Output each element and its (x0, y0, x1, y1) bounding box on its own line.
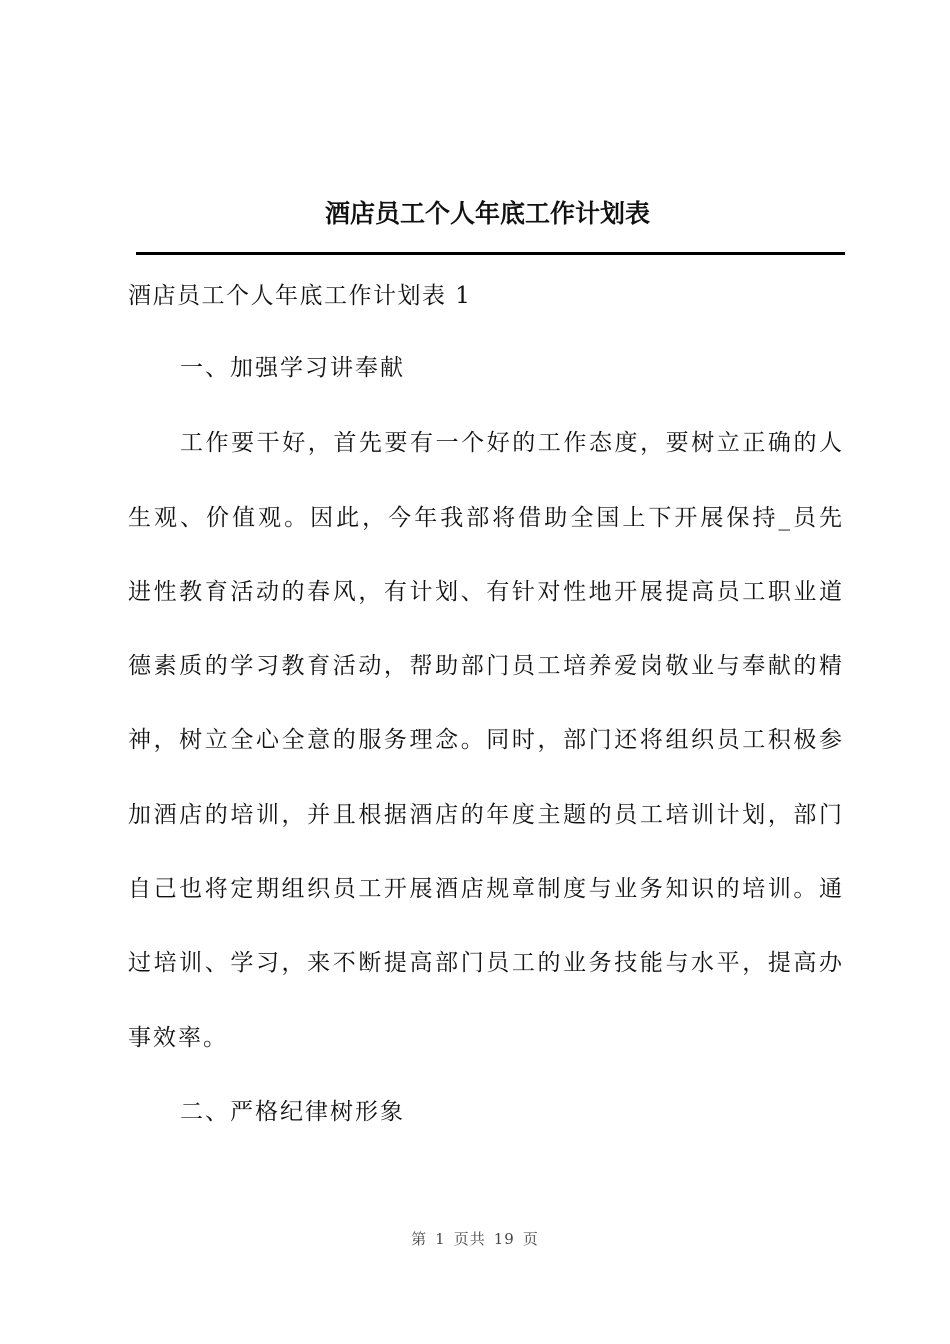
paragraph-line: 神，树立全心全意的服务理念。同时，部门还将组织员工积极参 (128, 727, 842, 753)
title-underline-rule (136, 252, 845, 255)
paragraph-line: 加酒店的培训，并且根据酒店的年度主题的员工培训计划，部门 (128, 802, 842, 828)
paragraph-line: 工作要干好，首先要有一个好的工作态度，要树立正确的人 (180, 430, 842, 456)
paragraph-line: 过培训、学习，来不断提高部门员工的业务技能与水平，提高办 (128, 950, 842, 976)
page-footer (0, 1229, 950, 1249)
section-heading-2: 二、严格纪律树形象 (180, 1099, 405, 1125)
paragraph-line: 德素质的学习教育活动，帮助部门员工培养爱岗敬业与奉献的精 (128, 653, 842, 679)
document-title: 酒店员工个人年底工作计划表 (324, 199, 650, 228)
footer-mid: 页共 (453, 1230, 486, 1248)
footer-total-pages: 19 (493, 1230, 515, 1248)
paragraph-line: 进性教育活动的春风，有计划、有针对性地开展提高员工职业道 (128, 579, 842, 605)
document-subtitle: 酒店员工个人年底工作计划表 1 (128, 283, 472, 309)
footer-page-number: 1 (435, 1230, 446, 1248)
section-heading-1: 一、加强学习讲奉献 (180, 355, 405, 381)
paragraph-line: 生观、价值观。因此，今年我部将借助全国上下开展保持_员先 (128, 505, 842, 531)
paragraph-line: 事效率。 (128, 1025, 228, 1051)
footer-prefix: 第 (411, 1230, 428, 1248)
paragraph-line: 自己也将定期组织员工开展酒店规章制度与业务知识的培训。通 (128, 876, 842, 902)
footer-suffix: 页 (522, 1230, 539, 1248)
